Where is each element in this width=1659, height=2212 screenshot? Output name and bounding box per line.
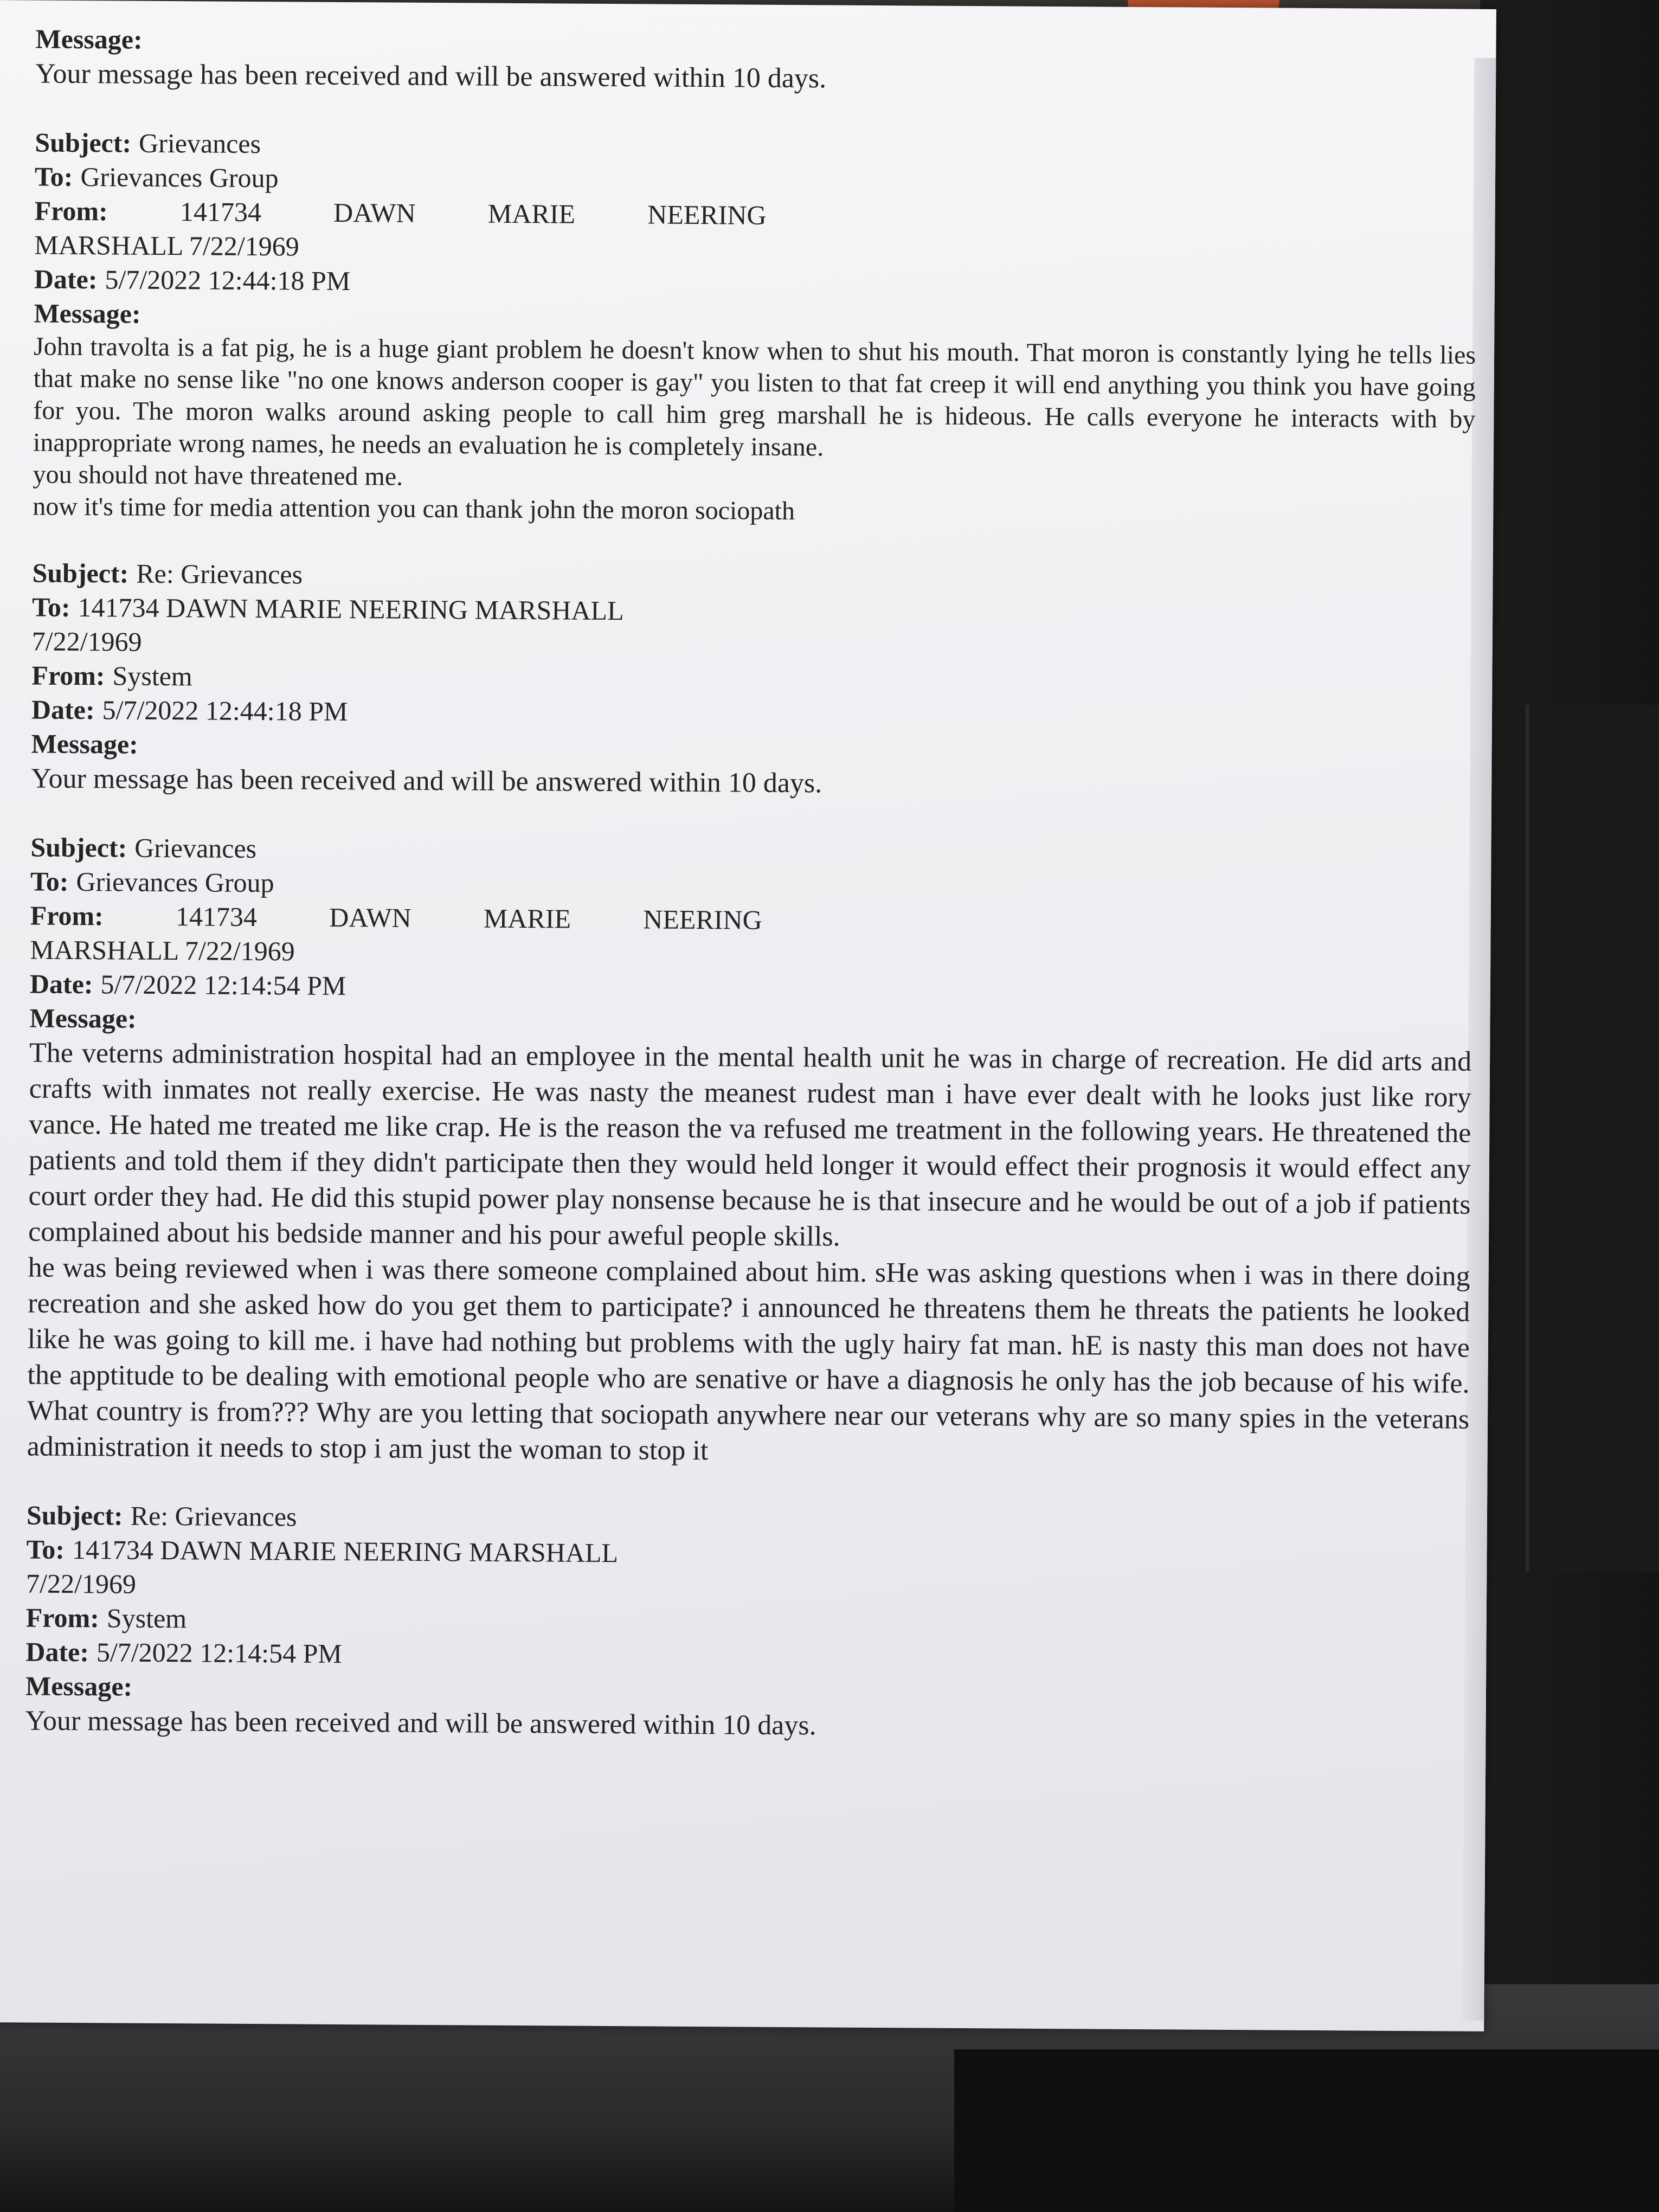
subject-value: Grievances [138, 127, 261, 159]
date-value: 5/7/2022 12:14:54 PM [100, 969, 346, 1001]
subject-value: Re: Grievances [130, 1500, 297, 1532]
date-label: Date: [34, 263, 98, 295]
message-label: Message: [35, 23, 143, 55]
to-label: To: [31, 591, 70, 622]
message-line: John travolta is a fat pig, he is a huge giant problem he doesn't know when to shut his mouth. That moron is constantly lying he tells lies that make no sense like "no one knows anderson cooper is gay" you listen to that fat creep it will end anything you think you have going for you. The moron walks around asking people to call him greg marshall he is hideous. He calls everyone he interacts with by inappropriate wrong names, he needs an evaluation he is completely insane. [33, 332, 1476, 462]
message-label: Message: [25, 1670, 133, 1702]
background-bottom-dark [954, 2049, 1659, 2212]
from-label: From: [31, 660, 105, 691]
message-body [27, 1035, 1471, 1473]
date-value: 5/7/2022 12:44:18 PM [102, 695, 348, 727]
from-value: System [106, 1603, 187, 1634]
date-value: 5/7/2022 12:14:54 PM [96, 1637, 343, 1669]
page-content [25, 22, 1478, 1782]
message-label: Message: [29, 1002, 137, 1034]
from-part: NEERING [647, 199, 767, 230]
subject-label: Subject: [35, 127, 132, 158]
to-continuation: 7/22/1969 [31, 626, 142, 657]
from-part: 141734 [175, 901, 258, 933]
message-block [35, 22, 1478, 101]
from-row [30, 898, 762, 937]
message-body [33, 331, 1476, 531]
from-part: MARIE [483, 903, 571, 934]
message-line: now it's time for media attention you can thank john the moron sociopath [33, 492, 795, 526]
from-part: DAWN [333, 197, 416, 228]
to-value: 141734 DAWN MARIE NEERING MARSHALL [78, 592, 624, 626]
from-label: From: [25, 1602, 100, 1634]
message-label: Message: [34, 298, 141, 329]
from-part: 141734 [179, 196, 262, 228]
from-label: From: [34, 195, 108, 227]
from-continuation: MARSHALL 7/22/1969 [34, 229, 299, 262]
from-part: NEERING [643, 904, 762, 935]
to-value: Grievances Group [80, 162, 279, 194]
to-label: To: [30, 866, 69, 897]
message-line: Your message has been received and will be answered within 10 days. [35, 58, 827, 94]
date-label: Date: [25, 1636, 89, 1668]
subject-value: Grievances [134, 832, 257, 864]
to-label: To: [34, 161, 73, 192]
message-block [25, 1498, 1469, 1747]
date-label: Date: [29, 968, 93, 1000]
message-line: The veterns administration hospital had an employee in the mental health unit he was in charge of recreation. He did arts and crafts with inmates not really exercise. He was nasty the meanest rudest man i have ever dealt with he looks just like rory vance. He hated me treated me like crap. He is the reason the va refused me treatment in the following years. He threatened the patients and told them if they didn't participate then they would held longer it would effect their prognosis it would effect any court order they had. He did this stupid power play nonsense because he is that insecure and he would be out of a job if patients complained about his bedside manner and his pour aweful people skills. [28, 1037, 1472, 1252]
message-block [31, 556, 1475, 806]
from-row [34, 194, 766, 233]
from-value: System [112, 660, 192, 692]
to-label: To: [26, 1534, 65, 1565]
message-block [33, 126, 1477, 531]
date-label: Date: [31, 694, 95, 725]
to-value: Grievances Group [76, 866, 274, 898]
subject-label: Subject: [30, 832, 127, 863]
to-value: 141734 DAWN MARIE NEERING MARSHALL [72, 1534, 619, 1568]
subject-value: Re: Grievances [136, 558, 303, 590]
message-line: Your message has been received and will be answered within 10 days. [25, 1705, 816, 1741]
from-label: From: [30, 900, 104, 931]
message-label: Message: [31, 728, 138, 760]
message-block [27, 830, 1472, 1473]
from-part: MARIE [487, 198, 576, 229]
message-line: you should not have threatened me. [33, 460, 403, 491]
subject-label: Subject: [32, 557, 129, 589]
message-line: he was being reviewed when i was there someone complained about him. sHe was asking questions when i was in there doing recreation and she asked how do you get them to participate? i announced he threatens them he threats the patients he looked like he was going to kill me. i have had nothing but problems with the ugly hairy fat man. hE is nasty this man does not have the apptitude to be dealing with emotional people who are senative or have a diagnosis he only has the job because of his wife. What country is from??? Why are you letting that sociopath anywhere near our veterans why are so many spies in the veterans administration it needs to stop i am just the woman to stop it [27, 1252, 1470, 1467]
from-continuation: MARSHALL 7/22/1969 [30, 934, 295, 967]
to-continuation: 7/22/1969 [25, 1568, 137, 1599]
dark-object-right [1526, 705, 1659, 1572]
subject-label: Subject: [26, 1500, 123, 1531]
from-part: DAWN [329, 902, 411, 933]
date-value: 5/7/2022 12:44:18 PM [105, 264, 351, 297]
message-line: Your message has been received and will be answered within 10 days. [31, 763, 822, 799]
